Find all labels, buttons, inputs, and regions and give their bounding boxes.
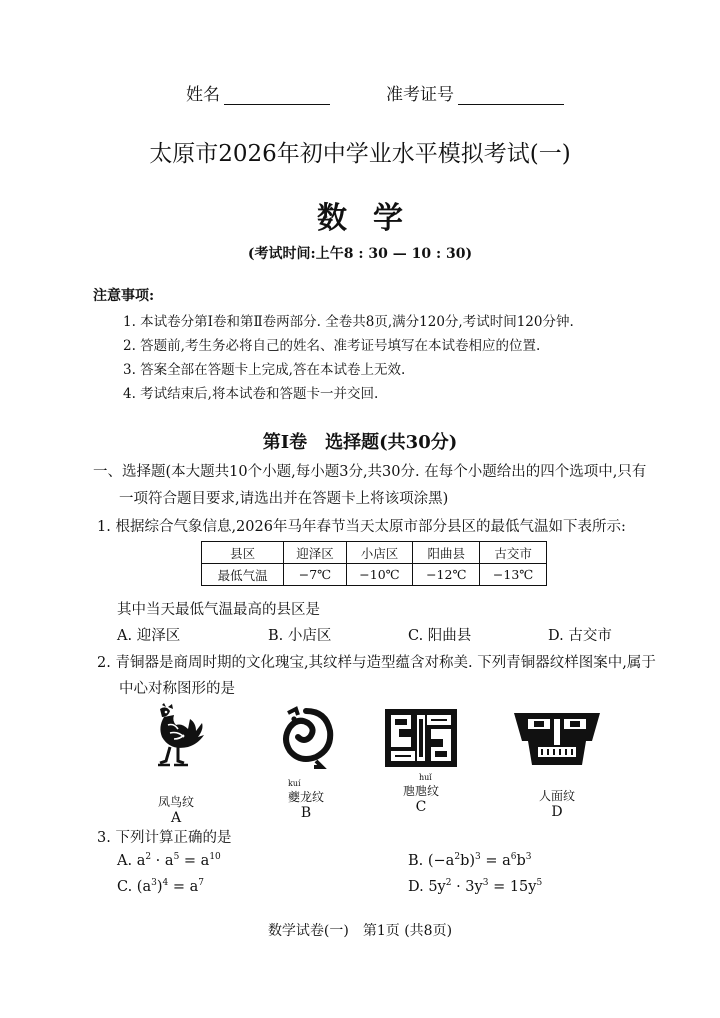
phoenix-pattern-icon	[146, 703, 206, 775]
table-cell: 阳曲县	[413, 542, 480, 564]
table-row	[202, 564, 547, 586]
q3-option-b: B. $(-a^2b)^3 = a^6b^3$	[408, 852, 532, 869]
exam-number-field	[386, 80, 564, 105]
q1-option-b: B. 小店区	[268, 628, 332, 644]
figure-a-letter: A	[170, 810, 182, 826]
exam-number-blank	[458, 86, 564, 105]
human-face-pattern-icon	[512, 707, 602, 769]
figure-c-letter: C	[415, 799, 427, 815]
q1-question: 其中当天最低气温最高的县区是	[117, 602, 320, 618]
note-item: 4. 考试结束后,将本试卷和答题卡一并交回.	[123, 386, 379, 402]
notes-heading: 注意事项:	[93, 288, 155, 304]
figure-d	[512, 703, 602, 820]
table-cell: −10℃	[346, 564, 413, 586]
table-cell: −13℃	[480, 564, 547, 586]
q3-stem: 3. 下列计算正确的是	[97, 830, 232, 846]
figure-b-pinyin: kuí	[288, 779, 301, 788]
page-footer: 数学试卷(一) 第1页 (共8页)	[267, 923, 453, 939]
table-header-row	[202, 542, 547, 564]
figure-b-caption: 夔龙纹	[287, 790, 324, 804]
figure-b-letter: B	[300, 805, 312, 821]
table-cell: −7℃	[284, 564, 346, 586]
note-item: 2. 答题前,考生务必将自己的姓名、准考证号填写在本试卷相应的位置.	[123, 338, 541, 354]
table-cell: 县区	[202, 542, 284, 564]
exam-time: (考试时间:上午8 : 30 — 10 : 30)	[247, 246, 473, 262]
section-instruction-cont: 一项符合题目要求,请选出并在答题卡上将该项涂黑)	[119, 491, 449, 507]
q3-option-c: C. $(a^3)^4 = a^7$	[117, 878, 204, 895]
subject-title: 数学	[317, 201, 429, 236]
figure-c	[383, 703, 459, 815]
name-blank	[224, 86, 330, 105]
note-item: 1. 本试卷分第Ⅰ卷和第Ⅱ卷两部分. 全卷共8页,满分120分,考试时间120分钟.	[123, 314, 574, 330]
section-title: 第Ⅰ卷 选择题(共30分)	[262, 432, 458, 453]
figure-c-pinyin: huǐ	[419, 773, 432, 782]
figure-c-caption: 虺虺纹	[402, 784, 439, 798]
table-cell: 最低气温	[202, 564, 284, 586]
kui-dragon-pattern-icon	[274, 703, 338, 775]
table-cell: 迎泽区	[284, 542, 346, 564]
figure-a	[146, 703, 206, 826]
q3-option-d: D. $5y^2 \cdot 3y^3 = 15y^5$	[408, 878, 543, 895]
exam-title: 太原市2026年初中学业水平模拟考试(一)	[149, 141, 571, 167]
q2-stem: 2. 青铜器是商周时期的文化瑰宝,其纹样与造型蕴含对称美. 下列青铜器纹样图案中,属于	[97, 655, 656, 671]
q1-option-c: C. 阳曲县	[408, 628, 472, 644]
name-label: 姓名	[186, 85, 220, 105]
q1-option-a: A. 迎泽区	[117, 628, 181, 644]
exam-number-label: 准考证号	[386, 85, 454, 105]
temperature-table	[201, 541, 547, 586]
figure-a-caption: 凤鸟纹	[157, 795, 194, 809]
q2-stem-cont: 中心对称图形的是	[119, 681, 235, 697]
figure-d-caption: 人面纹	[538, 789, 575, 803]
figure-d-letter: D	[551, 804, 563, 820]
figure-b	[274, 703, 338, 821]
name-field	[186, 80, 330, 105]
note-item: 3. 答案全部在答题卡上完成,答在本试卷上无效.	[123, 362, 406, 378]
q1-stem: 1. 根据综合气象信息,2026年马年春节当天太原市部分县区的最低气温如下表所示:	[97, 519, 626, 535]
table-cell: 小店区	[346, 542, 413, 564]
q3-option-a: A. $a^2 \cdot a^5 = a^{10}$	[117, 852, 221, 869]
section-instruction: 一、选择题(本大题共10个小题,每小题3分,共30分. 在每个小题给出的四个选项中,只有	[93, 464, 647, 480]
table-cell: −12℃	[413, 564, 480, 586]
q1-option-d: D. 古交市	[548, 628, 612, 644]
hui-serpent-pattern-icon	[383, 707, 459, 769]
table-cell: 古交市	[480, 542, 547, 564]
